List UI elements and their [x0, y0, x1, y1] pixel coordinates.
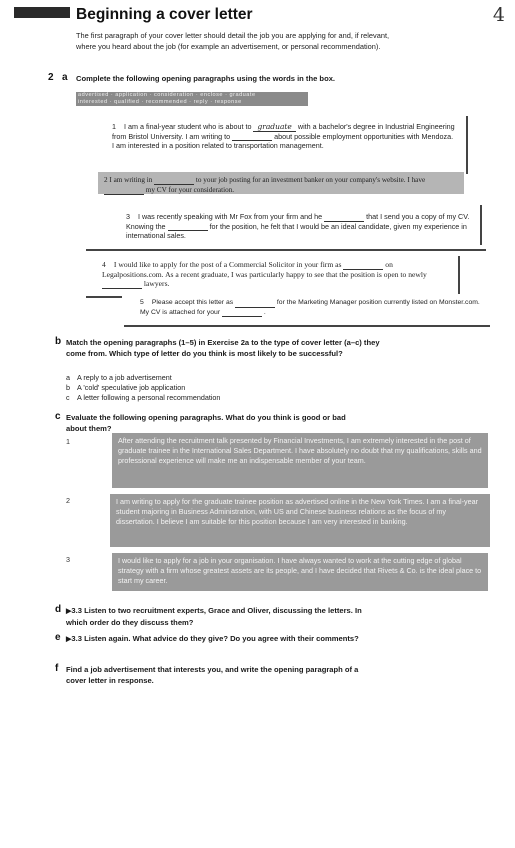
- answer-blank[interactable]: [343, 261, 383, 270]
- audio-play-icon[interactable]: ▶: [66, 608, 72, 615]
- paragraph-4-text-c: lawyers.: [143, 279, 170, 289]
- paragraph-3-text-b: that I send you a copy of my CV. Knowing the: [126, 212, 470, 231]
- paragraph-2-text-a: I am writing in: [109, 176, 153, 184]
- answer-blank[interactable]: [104, 186, 144, 195]
- evaluation-paragraph-2: I am writing to apply for the graduate trainee position as advertised online in the New York Times. I am a final-year student majoring in Business Administration, with US and Chinese business relations as the focus of my dissertation. I believe I am suitable for this position because I am very interested in banking.: [110, 494, 490, 547]
- answer-blank[interactable]: [222, 308, 262, 317]
- audio-play-icon[interactable]: ▶: [66, 636, 72, 643]
- handwritten-answer: graduate: [253, 122, 295, 132]
- cut-line: [86, 249, 486, 251]
- evaluation-item-1-number: 1: [66, 437, 70, 446]
- evaluation-item-3-number: 3: [66, 555, 70, 564]
- letter-type-list: [66, 373, 366, 403]
- paragraph-5-text-b: for the Marketing Manager position currently listed on Monster.com. My CV is attached for your: [140, 299, 480, 316]
- audio-track-number: 3.3: [71, 634, 82, 643]
- header-tab-marker: [14, 7, 70, 18]
- paragraph-1-text-c: about possible employment opportunities with Mendoza. I am interested in a position related to transportation management.: [112, 131, 454, 151]
- paragraph-3-text-c: for the position, he felt that I would be an ideal candidate, given my experience in international sales.: [126, 221, 467, 241]
- paragraph-1-number: 1: [112, 122, 116, 131]
- paragraph-4-text-a: I would like to apply for the post of a Commercial Solicitor in your firm as: [113, 260, 342, 269]
- section-c-label: c: [55, 411, 61, 422]
- torn-edge: [466, 116, 468, 174]
- section-e-label: e: [55, 632, 61, 643]
- section-a-instruction: Complete the following opening paragraphs using the words in the box.: [76, 74, 336, 83]
- section-d-label: d: [55, 604, 62, 615]
- section-f-label: f: [55, 663, 59, 674]
- paragraph-5-text-a: Please accept this letter as: [151, 299, 234, 306]
- cut-line: [86, 296, 122, 298]
- cut-line: [124, 325, 490, 327]
- paragraph-1-text-b: with a bachelor's degree in Industrial Engineering from Bristol University. I am writing to: [112, 122, 455, 141]
- section-b-label: b: [55, 336, 62, 347]
- paragraph-3: [126, 212, 476, 241]
- section-d-instruction: ▶3.3 Listen to two recruitment experts, Grace and Oliver, discussing the letters. In which order do they discuss them?: [66, 606, 362, 627]
- evaluation-paragraph-3: I would like to apply for a job in your organisation. I have always wanted to work at the cutting edge of global strategy with a firm whose greatest assets are its people, and I have decided that Rivets & Co. is the ideal place to start my career.: [112, 553, 488, 591]
- section-a-label: a: [62, 72, 68, 83]
- audio-track-number: 3.3: [71, 606, 82, 615]
- torn-edge: [480, 205, 482, 245]
- paragraph-4: [102, 260, 452, 289]
- paragraph-5: [140, 298, 485, 317]
- paragraph-3-text-a: I was recently speaking with Mr Fox from your firm and he: [138, 212, 323, 221]
- answer-blank[interactable]: [102, 280, 142, 289]
- answer-blank[interactable]: [235, 299, 275, 308]
- section-b-instruction: Match the opening paragraphs (1–5) in Exercise 2a to the type of cover letter (a–c) they come from. Which type of letter do you think is most likely to be successful?: [66, 338, 380, 358]
- evaluation-paragraph-1: After attending the recruitment talk presented by Financial Investments, I am extremely interested in the post of graduate trainee in the International Sales Department. I have absolutely no doubt that my qualifications, skills and professional experience will make me an indispensable member of your team.: [112, 433, 488, 488]
- letter-type-option-c: c A letter following a personal recommendation: [66, 393, 221, 402]
- paragraph-2-number: 2: [104, 176, 108, 184]
- word-box: [76, 92, 308, 106]
- letter-type-option-a: a A reply to a job advertisement: [66, 373, 172, 382]
- evaluation-item-2-number: 2: [66, 496, 70, 505]
- word-box-line-2: interested · qualified · recommended · reply · response: [78, 99, 242, 105]
- paragraph-2: [98, 172, 464, 194]
- page-number: 4: [492, 4, 505, 26]
- paragraph-1-text-a: I am a final-year student who is about to: [124, 122, 252, 131]
- torn-edge: [458, 256, 460, 294]
- answer-blank[interactable]: [168, 222, 208, 231]
- paragraph-2-text-b: to your job posting for an investment banker on your company's website. I have: [195, 176, 426, 184]
- word-box-line-1: advertised · application · consideration · enclose · graduate: [78, 92, 256, 98]
- paragraph-5-text-c: .: [263, 308, 266, 316]
- page-title: Beginning a cover letter: [76, 6, 253, 23]
- intro-text: The first paragraph of your cover letter should detail the job you are applying for and, if relevant, where you heard about the job (for example an advertisement, or personal recommendation).: [76, 31, 390, 51]
- section-e-instruction: ▶3.3 Listen again. What advice do they give? Do you agree with their comments?: [66, 634, 359, 643]
- section-c-instruction: Evaluate the following opening paragraphs. What do you think is good or bad about them?: [66, 413, 346, 433]
- letter-type-option-b: b A 'cold' speculative job application: [66, 383, 186, 392]
- answer-blank[interactable]: [154, 176, 194, 185]
- paragraph-5-number: 5: [140, 299, 144, 306]
- paragraph-1: [112, 122, 456, 151]
- section-f-instruction: Find a job advertisement that interests you, and write the opening paragraph of a cover letter in response.: [66, 665, 359, 685]
- answer-blank[interactable]: [324, 213, 364, 222]
- exercise-number: 2: [48, 72, 54, 83]
- paragraph-4-text-b: on Legalpositions.com. As a recent graduate, I was particularly happy to see that the position is open to newly: [102, 260, 427, 279]
- paragraph-4-number: 4: [102, 260, 106, 269]
- answer-blank[interactable]: [232, 132, 272, 141]
- paragraph-3-number: 3: [126, 212, 130, 221]
- paragraph-2-text-c: my CV for your consideration.: [145, 186, 235, 194]
